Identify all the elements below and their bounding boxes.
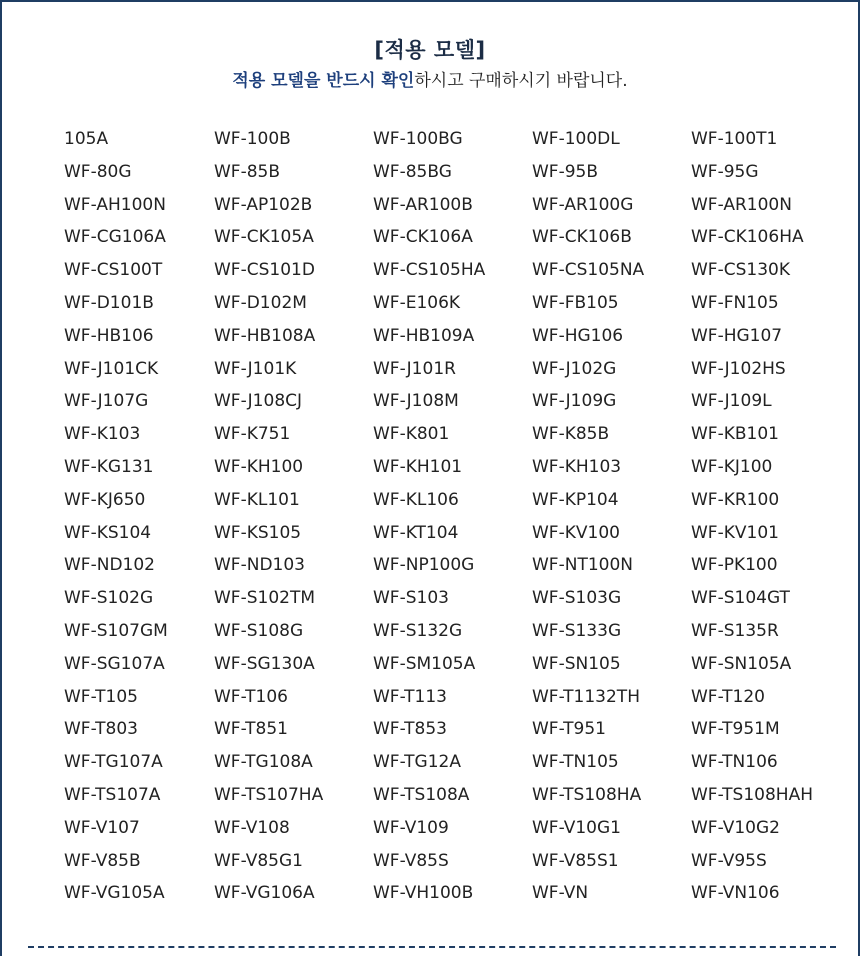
model-item: WF-T803 bbox=[64, 719, 138, 740]
model-item: WF-VH100B bbox=[373, 883, 474, 904]
model-item: WF-100DL bbox=[532, 129, 620, 149]
model-item: 105A bbox=[64, 129, 109, 149]
model-item: WF-KH101 bbox=[373, 456, 463, 477]
model-item: WF-HB109A bbox=[373, 325, 475, 346]
model-item: WF-K85B bbox=[532, 424, 610, 445]
model-item: WF-TN105 bbox=[532, 752, 619, 773]
model-item: WF-CK106A bbox=[373, 227, 473, 248]
section-title: [적용 모델] bbox=[374, 38, 486, 62]
model-item: WF-KR100 bbox=[691, 489, 780, 510]
model-item: WF-NT100N bbox=[532, 555, 633, 576]
model-item: WF-AH100N bbox=[64, 194, 166, 215]
model-item: WF-TS107HA bbox=[214, 784, 324, 805]
model-item: WF-E106K bbox=[373, 292, 461, 313]
model-item: WF-KJ100 bbox=[691, 456, 773, 477]
model-grid bbox=[64, 125, 844, 912]
model-item: WF-T120 bbox=[691, 686, 765, 707]
model-item: WF-AR100B bbox=[373, 194, 473, 215]
model-item: WF-NP100G bbox=[373, 555, 475, 576]
model-item: WF-SN105A bbox=[691, 653, 792, 674]
model-item: WF-ND102 bbox=[64, 555, 155, 576]
model-item: WF-HG106 bbox=[532, 325, 624, 346]
model-item: WF-J101CK bbox=[64, 358, 159, 379]
model-item: WF-V109 bbox=[373, 817, 449, 838]
model-item: WF-VG105A bbox=[64, 883, 165, 904]
model-item: WF-V85S1 bbox=[532, 850, 619, 871]
model-item: WF-S108G bbox=[214, 620, 304, 641]
model-item: WF-S133G bbox=[532, 620, 622, 641]
model-item: WF-ND103 bbox=[214, 555, 305, 576]
model-item: WF-V85S bbox=[373, 850, 449, 871]
model-item: WF-FN105 bbox=[691, 292, 779, 313]
model-item: WF-S104GT bbox=[691, 588, 790, 609]
model-item: WF-K801 bbox=[373, 424, 450, 445]
model-item: WF-TS108HAH bbox=[691, 784, 813, 805]
model-item: WF-T106 bbox=[214, 686, 288, 707]
model-item: WF-J107G bbox=[64, 391, 149, 412]
model-item: WF-SG130A bbox=[214, 653, 315, 674]
model-item: WF-S102TM bbox=[214, 588, 316, 609]
model-item: WF-KV101 bbox=[691, 522, 779, 543]
model-item: WF-CG106A bbox=[64, 227, 166, 248]
model-item: WF-J108CJ bbox=[214, 391, 303, 412]
model-item: WF-KS104 bbox=[64, 522, 152, 543]
model-item: WF-TG12A bbox=[373, 752, 461, 773]
model-item: WF-CK105A bbox=[214, 227, 314, 248]
model-item: WF-KP104 bbox=[532, 489, 619, 510]
model-item: WF-V107 bbox=[64, 817, 140, 838]
model-item: WF-S102G bbox=[64, 588, 154, 609]
model-item: WF-V95S bbox=[691, 850, 767, 871]
model-item: WF-T113 bbox=[373, 686, 447, 707]
model-item: WF-T851 bbox=[214, 719, 288, 740]
model-item: WF-KB101 bbox=[691, 424, 779, 445]
model-item: WF-AR100G bbox=[532, 194, 634, 215]
model-item: WF-95B bbox=[532, 161, 599, 182]
model-item: WF-CS105NA bbox=[532, 260, 645, 281]
model-item: WF-85B bbox=[214, 161, 281, 182]
model-item: WF-TG107A bbox=[64, 752, 163, 773]
model-item: WF-J109G bbox=[532, 391, 617, 412]
model-item: WF-85BG bbox=[373, 161, 452, 182]
model-item: WF-V85B bbox=[64, 850, 141, 871]
model-item: WF-KG131 bbox=[64, 456, 154, 477]
model-item: WF-S135R bbox=[691, 620, 779, 641]
dashed-divider bbox=[28, 946, 836, 948]
model-item: WF-KJ650 bbox=[64, 489, 146, 510]
model-item: WF-V85G1 bbox=[214, 850, 303, 871]
model-item: WF-VN bbox=[532, 883, 589, 904]
model-item: WF-HG107 bbox=[691, 325, 783, 346]
model-item: WF-S132G bbox=[373, 620, 463, 641]
model-item: WF-PK100 bbox=[691, 555, 778, 576]
model-item: WF-CS100T bbox=[64, 260, 163, 281]
model-item: WF-HB108A bbox=[214, 325, 316, 346]
model-item: WF-SG107A bbox=[64, 653, 165, 674]
model-item: WF-95G bbox=[691, 161, 759, 182]
model-item: WF-V10G1 bbox=[532, 817, 621, 838]
model-item: WF-T105 bbox=[64, 686, 138, 707]
model-item: WF-SM105A bbox=[373, 653, 476, 674]
model-item: WF-S103G bbox=[532, 588, 622, 609]
model-item: WF-V10G2 bbox=[691, 817, 780, 838]
model-item: WF-KT104 bbox=[373, 522, 459, 543]
model-item: WF-CS130K bbox=[691, 260, 790, 281]
model-item: WF-CS101D bbox=[214, 260, 315, 281]
model-item: WF-TS108HA bbox=[532, 784, 642, 805]
model-item: WF-CK106HA bbox=[691, 227, 804, 248]
model-item: WF-TS108A bbox=[373, 784, 470, 805]
model-item: WF-80G bbox=[64, 161, 132, 182]
model-item: WF-S103 bbox=[373, 588, 449, 609]
model-item: WF-TG108A bbox=[214, 752, 313, 773]
model-item: WF-J101K bbox=[214, 358, 297, 379]
model-item: WF-J101R bbox=[373, 358, 456, 379]
model-item: WF-TS107A bbox=[64, 784, 161, 805]
model-item: WF-KL106 bbox=[373, 489, 459, 510]
model-item: WF-J109L bbox=[691, 391, 772, 412]
model-item: WF-VN106 bbox=[691, 883, 780, 904]
model-item: WF-KV100 bbox=[532, 522, 620, 543]
model-item: WF-TN106 bbox=[691, 752, 778, 773]
model-item: WF-V108 bbox=[214, 817, 290, 838]
model-item: WF-AR100N bbox=[691, 194, 792, 215]
model-item: WF-AP102B bbox=[214, 194, 313, 215]
subtitle-emphasis: 적용 모델을 반드시 확인 bbox=[232, 71, 415, 91]
model-item: WF-K751 bbox=[214, 424, 291, 445]
model-item: WF-T951 bbox=[532, 719, 606, 740]
model-item: WF-100B bbox=[214, 129, 291, 149]
model-item: WF-SN105 bbox=[532, 653, 621, 674]
model-item: WF-T853 bbox=[373, 719, 447, 740]
model-item: WF-100T1 bbox=[691, 129, 778, 149]
model-item: WF-T951M bbox=[691, 719, 780, 740]
model-item: WF-VG106A bbox=[214, 883, 315, 904]
model-item: WF-J108M bbox=[373, 391, 459, 412]
model-item: WF-FB105 bbox=[532, 292, 619, 313]
model-item: WF-S107GM bbox=[64, 620, 168, 641]
model-item: WF-KH100 bbox=[214, 456, 304, 477]
model-item: WF-T1132TH bbox=[532, 686, 640, 707]
model-item: WF-KH103 bbox=[532, 456, 622, 477]
model-item: WF-HB106 bbox=[64, 325, 154, 346]
subtitle-rest: 하시고 구매하시기 바랍니다. bbox=[414, 71, 628, 91]
model-item: WF-J102HS bbox=[691, 358, 786, 379]
model-item: WF-D102M bbox=[214, 292, 307, 313]
model-item: WF-CK106B bbox=[532, 227, 632, 248]
section-subtitle bbox=[2, 66, 858, 91]
model-item: WF-100BG bbox=[373, 129, 463, 149]
model-item: WF-KL101 bbox=[214, 489, 300, 510]
model-item: WF-KS105 bbox=[214, 522, 302, 543]
model-item: WF-CS105HA bbox=[373, 260, 486, 281]
model-item: WF-J102G bbox=[532, 358, 617, 379]
model-item: WF-D101B bbox=[64, 292, 154, 313]
model-item: WF-K103 bbox=[64, 424, 141, 445]
